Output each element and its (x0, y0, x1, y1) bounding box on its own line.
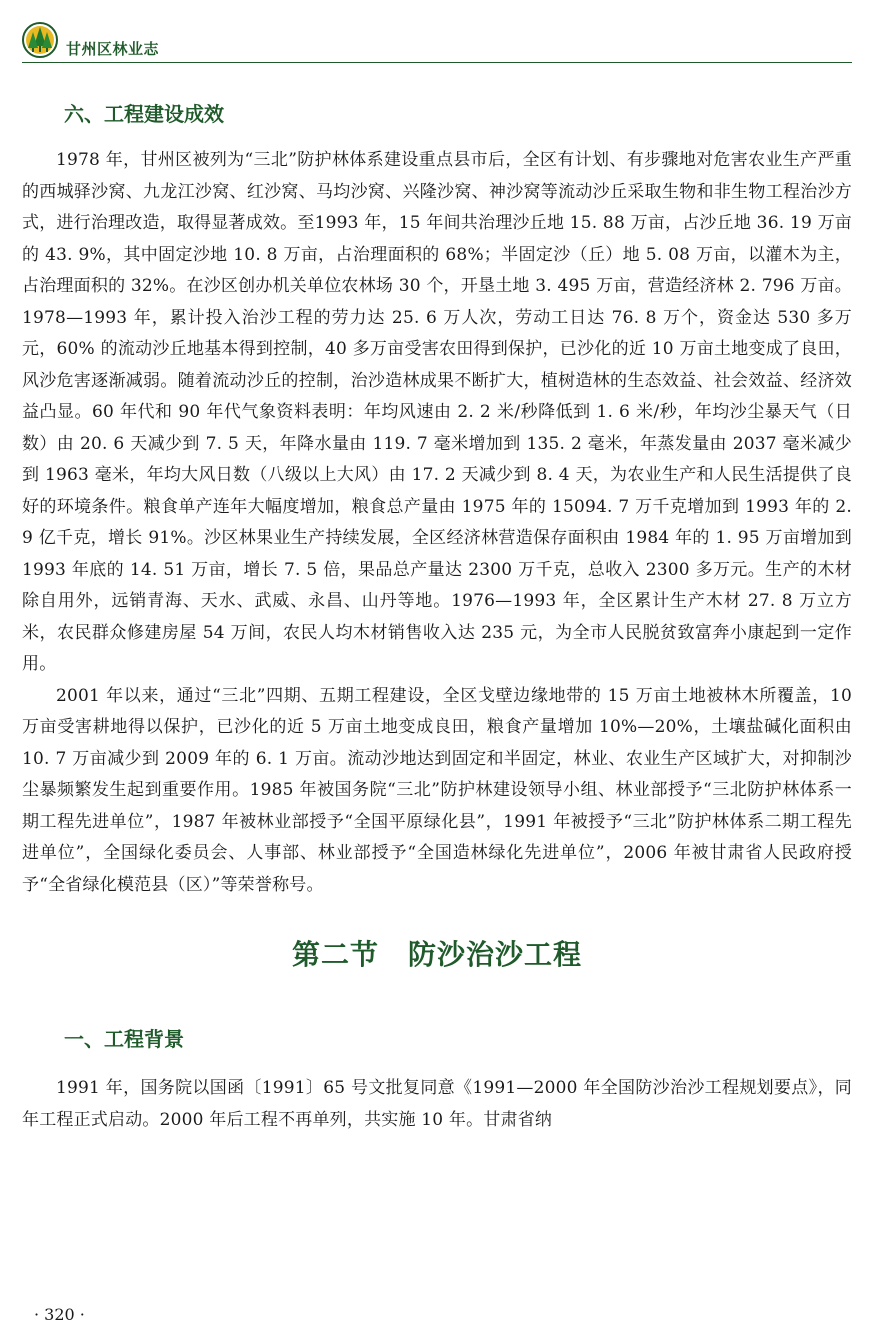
body-paragraph: 1978 年，甘州区被列为“三北”防护林体系建设重点县市后，全区有计划、有步骤地对危害农业生产严重的西城驿沙窝、九龙江沙窝、红沙窝、马均沙窝、兴隆沙窝、神沙窝等流动沙丘采取生物和非生物工程治沙方式，进行治理改造，取得显著成效。至1993 年，15 年间共治理沙丘地 15. 88 万亩，占沙丘地 36. 19 万亩的 43. 9%，其中固定沙地 10. 8 万亩，占治理面积的 68%；半固定沙（丘）地 5. 08 万亩，以灌木为主，占治理面积的 32%。在沙区创办机关单位农林场 30 个，开垦土地 3. 495 万亩，营造经济林 2. 796 万亩。1978—1993 年，累计投入治沙工程的劳力达 25. 6 万人次，劳动工日达 76. 8 万个，资金达 530 多万元，60% 的流动沙丘地基本得到控制，40 多万亩受害农田得到保护，已沙化的近 10 万亩土地变成了良田，风沙危害逐渐减弱。随着流动沙丘的控制，治沙造林成果不断扩大，植树造林的生态效益、社会效益、经济效益凸显。60 年代和 90 年代气象资料表明：年均风速由 2. 2 米/秒降低到 1. 6 米/秒，年均沙尘暴天气（日数）由 20. 6 天减少到 7. 5 天，年降水量由 119. 7 毫米增加到 135. 2 毫米，年蒸发量由 2037 毫米减少到 1963 毫米，年均大风日数（八级以上大风）由 17. 2 天减少到 8. 4 天，为农业生产和人民生活提供了良好的环境条件。粮食单产连年大幅度增加，粮食总产量由 1975 年的 15094. 7 万千克增加到 1993 年的 2. 9 亿千克，增长 91%。沙区林果业生产持续发展，全区经济林营造保存面积由 1984 年的 1. 95 万亩增加到 1993 年底的 14. 51 万亩，增长 7. 5 倍，果品总产量达 2300 万千克，总收入 2300 多万元。生产的木材除自用外，远销青海、天水、武威、永昌、山丹等地。1976—1993 年，全区累计生产木材 27. 8 万立方米，农民群众修建房屋 54 万间，农民人均木材销售收入达 235 元，为全市人民脱贫致富奔小康起到一定作用。 (22, 150, 852, 674)
page-content (22, 96, 852, 1136)
section-heading: 六、工程建设成效 (64, 102, 224, 126)
page-number: · 320 · (34, 1305, 85, 1324)
book-title: 甘州区林业志 (66, 40, 160, 58)
body-paragraph: 1991 年，国务院以国函〔1991〕65 号文批复同意《1991—2000 年全国防沙治沙工程规划要点》，同年工程正式启动。2000 年后工程不再单列，共实施 10 年。甘肃省纳 (22, 1078, 852, 1130)
body-paragraph: 2001 年以来，通过“三北”四期、五期工程建设，全区戈壁边缘地带的 15 万亩土地被林木所覆盖，10 万亩受害耕地得以保护，已沙化的近 5 万亩土地变成良田，粮食产量增加 10%—20%，土壤盐碱化面积由 10. 7 万亩减少到 2009 年的 6. 1 万亩。流动沙地达到固定和半固定，林业、农业生产区域扩大，对抑制沙尘暴频繁发生起到重要作用。1985 年被国务院“三北”防护林建设领导小组、林业部授予“三北防护林体系一期工程先进单位”，1987 年被林业部授予“全国平原绿化县”，1991 年被授予“三北”防护林体系二期工程先进单位”，全国绿化委员会、人事部、林业部授予“全国造林绿化先进单位”，2006 年被甘肃省人民政府授予“全省绿化模范县（区）”等荣誉称号。 (22, 685, 852, 895)
header-divider (22, 62, 852, 63)
section-heading: 一、工程背景 (64, 1027, 184, 1051)
page-header (22, 22, 852, 62)
forest-trees-icon (22, 22, 58, 58)
chapter-heading: 第二节 防沙治沙工程 (291, 938, 582, 971)
